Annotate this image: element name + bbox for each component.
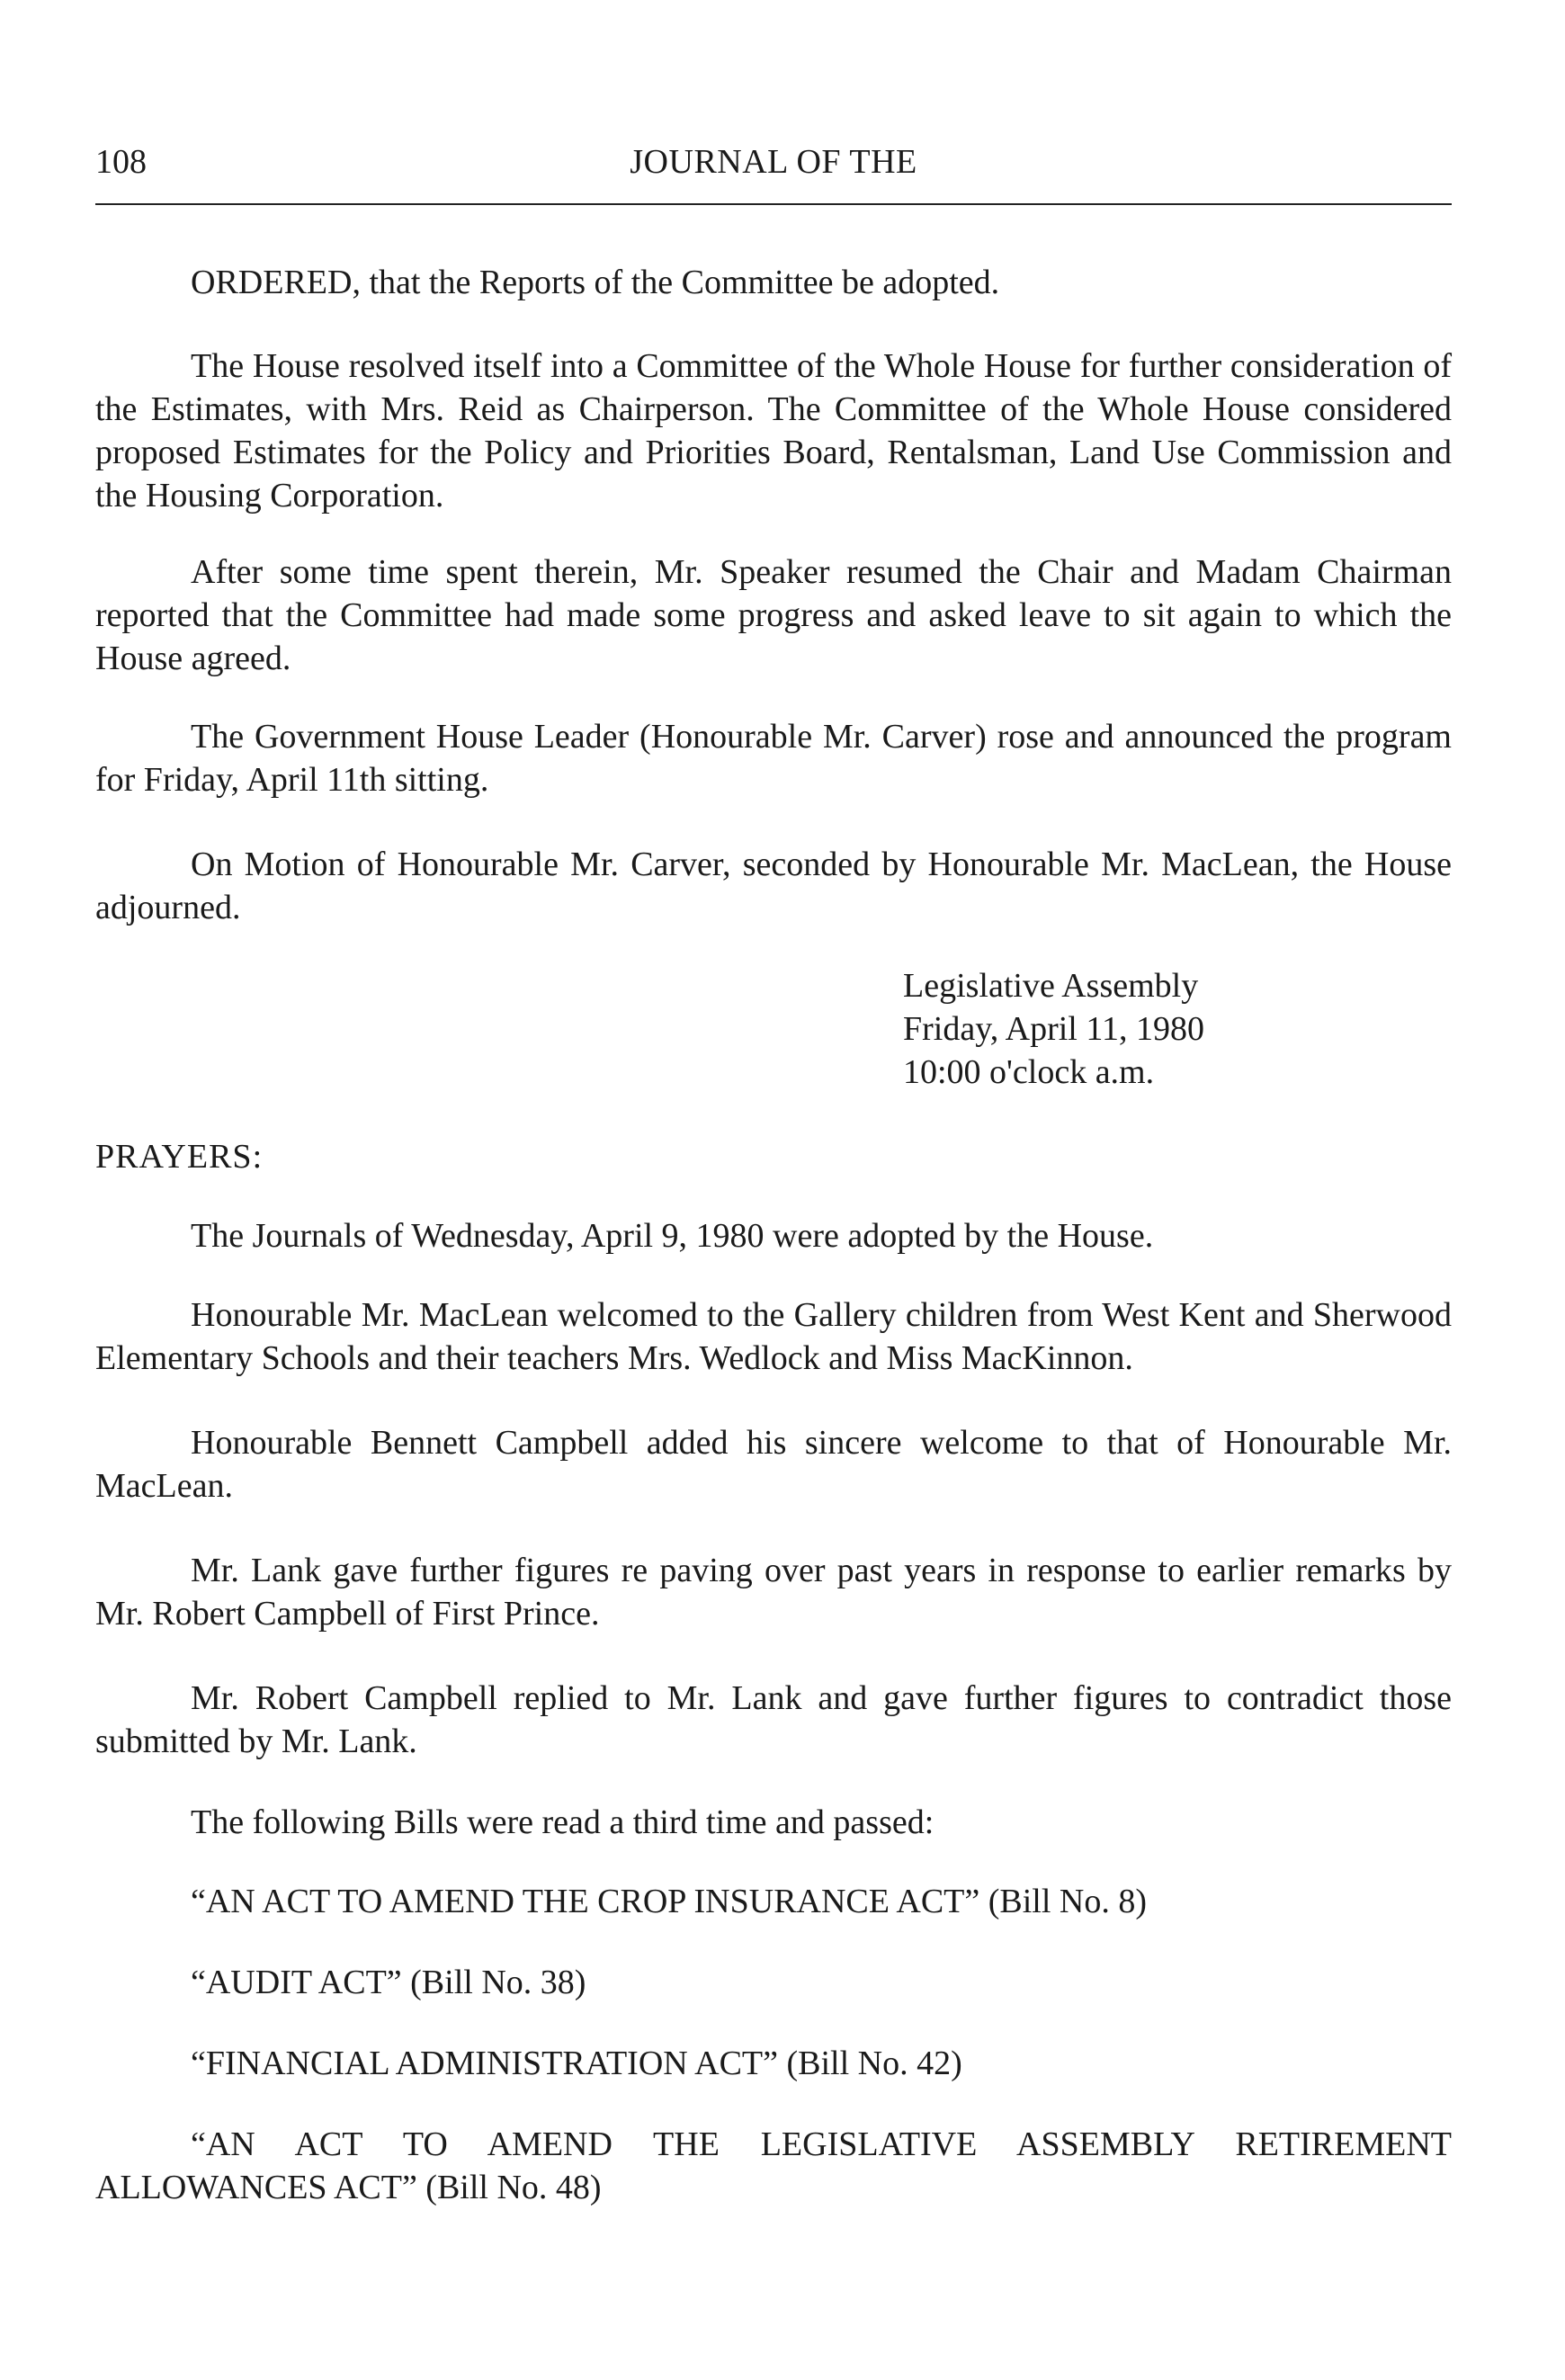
paragraph-committee-whole: The House resolved itself into a Committee of the Whole House for further consideration of the Estimates, with Mrs. Reid as Chairperson. The Committee of the Whole House considered proposed Estimates for the Policy and Priorities Board, Rentalsman, Land Use Commission and the Housing Corporation.: [95, 347, 1452, 514]
paragraph-lank-figures: Mr. Lank gave further figures re paving over past years in response to earlier remarks by Mr. Robert Campbell of First Prince.: [95, 1552, 1452, 1633]
sitting-date: Friday, April 11, 1980: [903, 1010, 1204, 1048]
sitting-time: 10:00 o'clock a.m.: [903, 1053, 1155, 1091]
paragraph-speaker-resumed: After some time spent therein, Mr. Speaker resumed the Chair and Madam Chairman reported that the Committee had made some progress and asked leave to sit again to which the House agreed.: [95, 553, 1452, 677]
sitting-heading: [903, 964, 1204, 1094]
page-number: 108: [95, 143, 147, 181]
paragraph-campbell-reply: Mr. Robert Campbell replied to Mr. Lank and gave further figures to contradict those submitted by Mr. Lank.: [95, 1679, 1452, 1760]
bill-item: “AN ACT TO AMEND THE CROP INSURANCE ACT” (Bill No. 8): [191, 1883, 1148, 1920]
paragraph-bills-passed: The following Bills were read a third time and passed:: [191, 1803, 935, 1841]
bill-item: “AN ACT TO AMEND THE LEGISLATIVE ASSEMBLY RETIREMENT ALLOWANCES ACT” (Bill No. 48): [95, 2125, 1452, 2206]
paragraph-house-leader: The Government House Leader (Honourable Mr. Carver) rose and announced the program for Friday, April 11th sitting.: [95, 718, 1452, 799]
paragraph-gallery-welcome: Honourable Mr. MacLean welcomed to the Gallery children from West Kent and Sherwood Elementary Schools and their teachers Mrs. Wedlock and Miss MacKinnon.: [95, 1296, 1452, 1377]
bill-item: “FINANCIAL ADMINISTRATION ACT” (Bill No. 42): [191, 2044, 962, 2082]
page-header: [95, 135, 1452, 189]
running-head: JOURNAL OF THE: [630, 143, 917, 181]
sitting-assembly: Legislative Assembly: [903, 967, 1199, 1005]
bill-item: “AUDIT ACT” (Bill No. 38): [191, 1964, 586, 2001]
paragraph-adjourned: On Motion of Honourable Mr. Carver, seconded by Honourable Mr. MacLean, the House adjourned.: [95, 846, 1452, 926]
prayers-heading: PRAYERS:: [95, 1138, 264, 1176]
paragraph-journals-adopted: The Journals of Wednesday, April 9, 1980 were adopted by the House.: [191, 1217, 1154, 1255]
paragraph-campbell-welcome: Honourable Bennett Campbell added his sincere welcome to that of Honourable Mr. MacLean.: [95, 1424, 1452, 1505]
header-rule: [95, 203, 1452, 205]
paragraph-ordered: ORDERED, that the Reports of the Committee be adopted.: [191, 264, 1000, 301]
